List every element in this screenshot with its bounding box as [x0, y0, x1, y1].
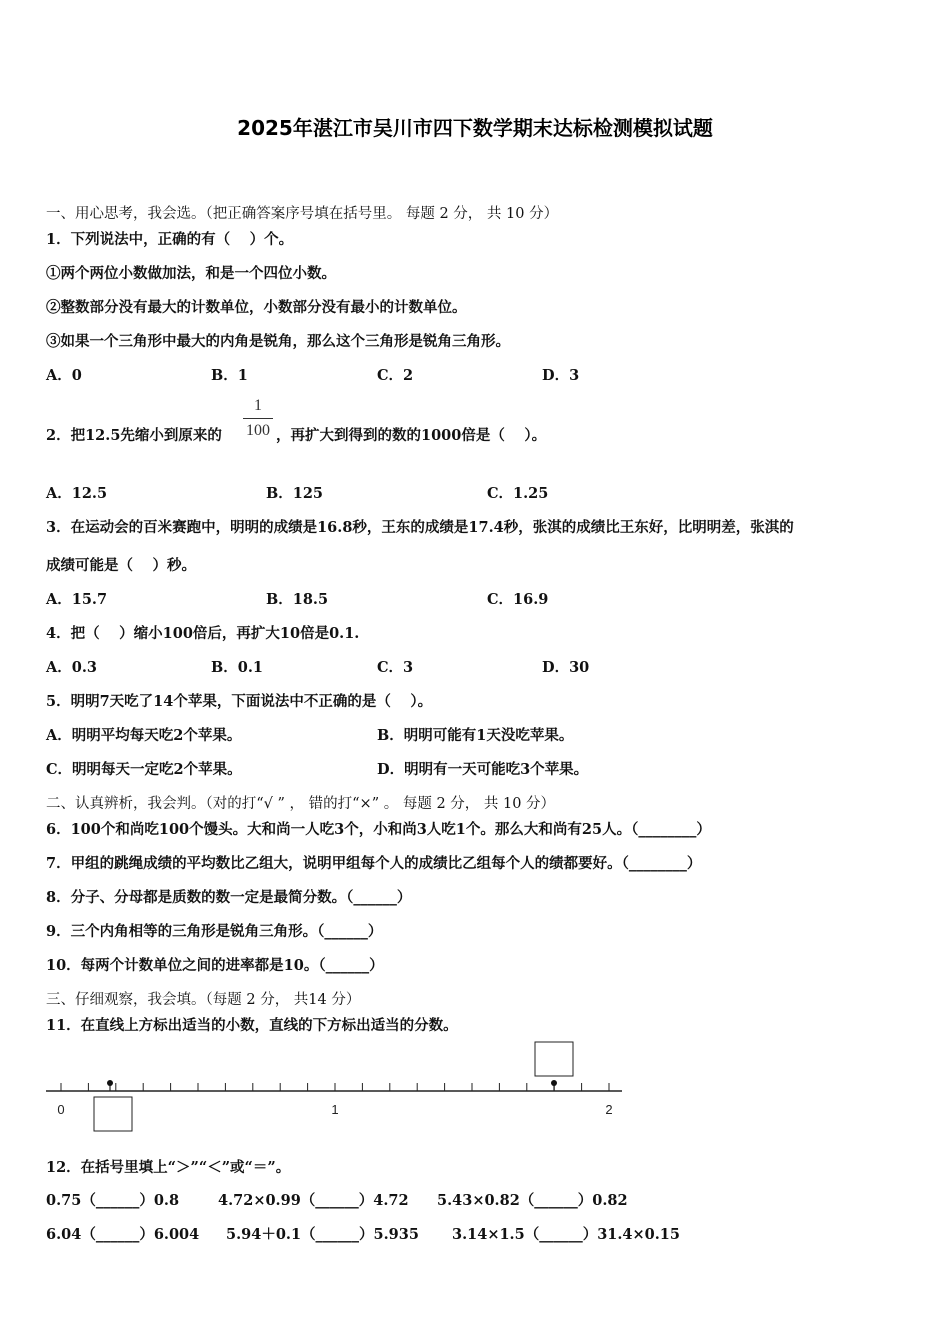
q5-option-b: B．明明可能有1天没吃苹果。	[377, 727, 574, 744]
q1-option-c: C．2	[377, 367, 414, 384]
q2-option-b: B．125	[266, 485, 324, 502]
number-line-figure	[40, 1036, 640, 1142]
q1-statement-2: ②整数部分没有最大的计数单位，小数部分没有最小的计数单位。	[46, 299, 467, 316]
q1-statement-3: ③如果一个三角形中最大的内角是锐角，那么这个三角形是锐角三角形。	[46, 333, 510, 350]
q1-statement-1: ①两个两位小数做加法，和是一个四位小数。	[46, 265, 336, 282]
axis-label-1: 1	[331, 1102, 339, 1117]
q1-option-b: B．1	[211, 367, 248, 384]
answer-box-below	[94, 1097, 132, 1131]
q5-option-c: C．明明每天一定吃2个苹果。	[46, 761, 242, 778]
q12-compare-5: 5.94＋0.1（______）5.935	[226, 1226, 419, 1243]
fraction-bar	[243, 418, 273, 419]
q5-option-d: D．明明有一天可能吃3个苹果。	[377, 761, 589, 778]
q1-option-a: A．0	[46, 367, 82, 384]
q2-stem-part2: ，再扩大到得到的数的1000倍是（ ）。	[276, 427, 547, 444]
q4-option-b: B．0.1	[211, 659, 263, 676]
q8-item: 8．分子、分母都是质数的数一定是最简分数。（______）	[46, 889, 412, 906]
q2-option-c: C．1.25	[487, 485, 549, 502]
q4-option-c: C．3	[377, 659, 414, 676]
q5-option-a: A．明明平均每天吃2个苹果。	[46, 727, 242, 744]
q3-option-b: B．18.5	[266, 591, 329, 608]
marker-point-left	[107, 1080, 113, 1086]
q10-item: 10．每两个计数单位之间的进率都是10。（______）	[46, 957, 384, 974]
q1-stem: 1．下列说法中，正确的有（ ）个。	[46, 231, 294, 248]
answer-box-above	[535, 1042, 573, 1076]
fraction-denominator: 100	[246, 422, 270, 439]
q7-item: 7．甲组的跳绳成绩的平均数比乙组大，说明甲组每个人的成绩比乙组每个人的绩都要好。（________）	[46, 855, 702, 872]
q9-item: 9．三个内角相等的三角形是锐角三角形。（______）	[46, 923, 383, 940]
q5-stem: 5．明明7天吃了14个苹果，下面说法中不正确的是（ ）。	[46, 693, 433, 710]
q4-option-d: D．30	[542, 659, 590, 676]
section2-heading: 二、认真辨析，我会判。（对的打“√ ” ， 错的打“×” 。 每题 2 分， 共 10 分）	[46, 796, 556, 812]
axis-label-2: 2	[605, 1102, 613, 1117]
q12-compare-6: 3.14×1.5（______）31.4×0.15	[452, 1226, 680, 1243]
q1-option-d: D．3	[542, 367, 580, 384]
q3-option-a: A．15.7	[46, 591, 108, 608]
q6-item: 6．100个和尚吃100个馒头。大和尚一人吃3个，小和尚3人吃1个。那么大和尚有25人。（________）	[46, 821, 711, 838]
q3-option-c: C．16.9	[487, 591, 549, 608]
q4-option-a: A．0.3	[46, 659, 97, 676]
q3-stem-line2: 成绩可能是（ ）秒。	[46, 557, 197, 574]
number-line-ticks	[61, 1083, 609, 1091]
q11-stem: 11．在直线上方标出适当的小数，直线的下方标出适当的分数。	[46, 1017, 458, 1034]
page-title: 2025年湛江市吴川市四下数学期末达标检测模拟试题	[237, 116, 713, 140]
q2-stem-part1: 2．把12.5先缩小到原来的	[46, 427, 222, 444]
marker-point-right	[551, 1080, 557, 1086]
fraction-one-hundredth	[243, 396, 273, 441]
q12-stem: 12．在括号里填上“＞”“＜”或“＝”。	[46, 1159, 291, 1176]
q4-stem: 4．把（ ）缩小100倍后，再扩大10倍是0.1.	[46, 625, 360, 642]
section3-heading: 三、仔细观察，我会填。（每题 2 分， 共14 分）	[46, 992, 361, 1008]
q12-compare-1: 0.75（______）0.8	[46, 1192, 180, 1209]
q12-compare-4: 6.04（______）6.004	[46, 1226, 200, 1243]
section1-heading: 一、用心思考，我会选。（把正确答案序号填在括号里。 每题 2 分， 共 10 分）	[46, 206, 559, 222]
q12-compare-3: 5.43×0.82（______）0.82	[437, 1192, 628, 1209]
fraction-numerator: 1	[254, 397, 262, 414]
axis-label-0: 0	[57, 1102, 65, 1117]
q12-compare-2: 4.72×0.99（______）4.72	[218, 1192, 409, 1209]
q3-stem-line1: 3．在运动会的百米赛跑中，明明的成绩是16.8秒，王东的成绩是17.4秒，张淇的成绩比王东好，比明明差，张淇的	[46, 519, 794, 536]
q2-option-a: A．12.5	[46, 485, 108, 502]
